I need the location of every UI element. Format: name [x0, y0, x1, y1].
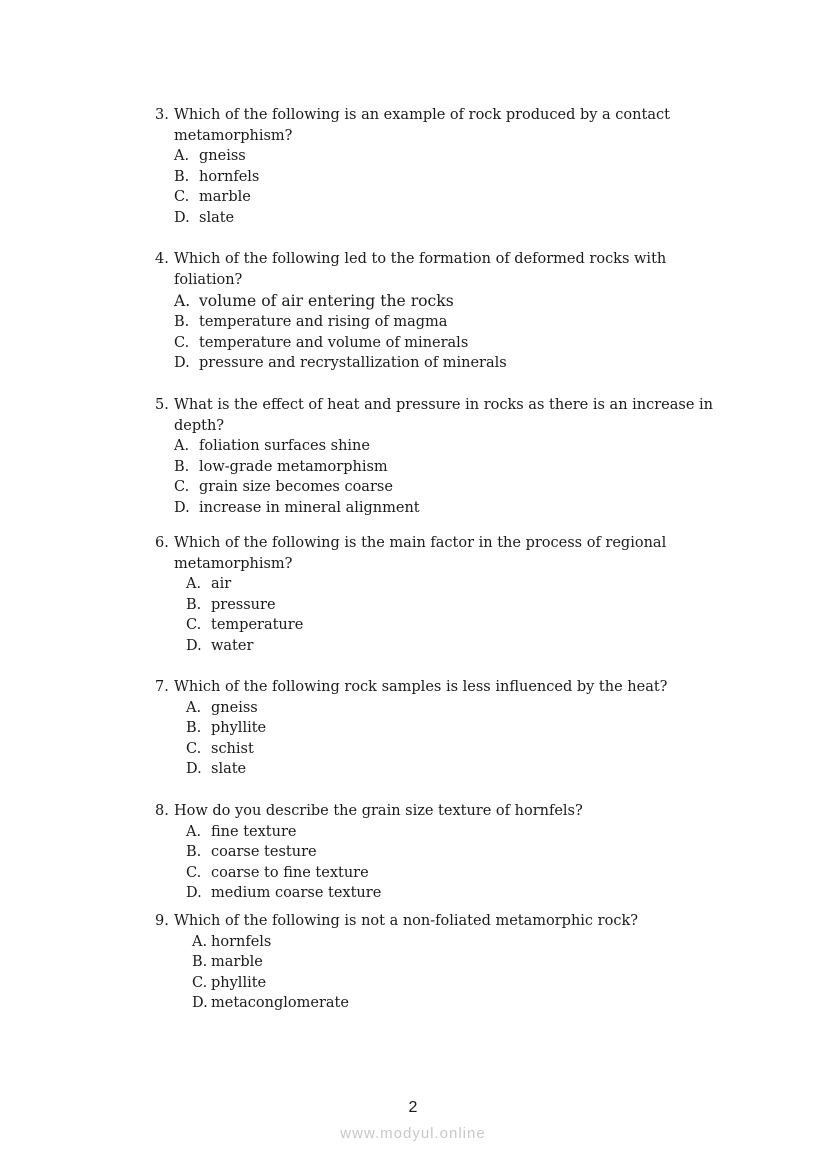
option-letter: A. [174, 148, 190, 165]
question-stem [149, 105, 729, 146]
option-text: phyllite [211, 974, 267, 991]
option-text: coarse to fine texture [211, 864, 369, 881]
option-letter: D. [186, 885, 202, 902]
question-3 [149, 105, 729, 229]
option-list [149, 290, 729, 374]
question-number: 7. [155, 679, 169, 695]
question-4 [149, 249, 729, 374]
option-text: water [211, 637, 254, 654]
option-a [186, 698, 729, 719]
option-b [186, 595, 729, 616]
option-text: grain size becomes coarse [199, 479, 393, 496]
question-stem [149, 677, 729, 698]
option-text: temperature and rising of magma [199, 314, 448, 331]
option-text: coarse testure [211, 844, 317, 861]
option-letter: A. [186, 699, 202, 716]
option-letter: C. [192, 974, 208, 991]
option-letter: B. [186, 844, 202, 861]
option-d [186, 759, 729, 780]
option-letter: D. [174, 499, 190, 516]
option-a [174, 146, 729, 167]
option-text: marble [211, 954, 263, 971]
question-5 [149, 395, 729, 519]
question-number: 4. [155, 251, 169, 267]
option-text: pressure [211, 596, 276, 613]
option-letter: A. [174, 438, 190, 455]
option-letter: C. [186, 617, 202, 634]
option-a [192, 932, 729, 953]
option-text: metaconglomerate [211, 995, 349, 1012]
option-list [149, 574, 729, 656]
option-text: gneiss [211, 699, 258, 716]
option-text: schist [211, 740, 254, 757]
question-number: 8. [155, 803, 169, 819]
option-letter: B. [186, 720, 202, 737]
question-text: Which of the following is an example of rock produced by a contact metamorphism? [174, 107, 670, 144]
option-letter: C. [174, 334, 190, 351]
option-text: increase in mineral alignment [199, 499, 420, 516]
option-letter: B. [174, 314, 190, 331]
page-number: 2 [408, 1099, 418, 1116]
question-stem [149, 911, 729, 932]
option-c [174, 477, 729, 498]
option-letter: C. [174, 479, 190, 496]
question-number: 9. [155, 913, 169, 929]
option-c [192, 973, 729, 994]
option-text: marble [199, 189, 251, 206]
question-7 [149, 677, 729, 780]
question-text: Which of the following rock samples is less influenced by the heat? [174, 679, 668, 695]
option-text: temperature [211, 617, 304, 634]
option-b [174, 457, 729, 478]
option-c [174, 333, 729, 354]
option-letter: B. [174, 458, 190, 475]
option-d [174, 498, 729, 519]
question-text: What is the effect of heat and pressure in rocks as there is an increase in depth? [174, 397, 714, 434]
option-b [174, 312, 729, 333]
option-letter: D. [192, 995, 208, 1012]
watermark: www.modyul.online [340, 1125, 486, 1142]
option-a [174, 436, 729, 457]
option-c [174, 187, 729, 208]
option-text: slate [211, 761, 247, 778]
option-b [186, 842, 729, 863]
question-number: 3. [155, 107, 169, 123]
option-letter: B. [186, 596, 202, 613]
question-text: Which of the following is not a non-foliated metamorphic rock? [174, 913, 638, 929]
option-d [186, 883, 729, 904]
option-text: slate [199, 209, 235, 226]
option-text: medium coarse texture [211, 885, 382, 902]
question-stem [149, 395, 729, 436]
question-number: 5. [155, 397, 169, 413]
question-number: 6. [155, 535, 169, 551]
option-letter: B. [174, 168, 190, 185]
question-text: Which of the following is the main factor in the process of regional metamorphism? [174, 535, 667, 572]
question-stem [149, 249, 729, 290]
option-list [149, 436, 729, 518]
option-list [149, 932, 729, 1014]
option-a [174, 290, 729, 312]
option-d [186, 636, 729, 657]
option-text: hornfels [199, 168, 260, 185]
option-text: gneiss [199, 148, 246, 165]
option-text: temperature and volume of minerals [199, 334, 469, 351]
question-stem [149, 533, 729, 574]
option-a [186, 574, 729, 595]
option-text: air [211, 576, 232, 593]
option-letter: C. [186, 740, 202, 757]
option-letter: C. [174, 189, 190, 206]
option-text: volume of air entering the rocks [199, 292, 454, 311]
option-text: hornfels [211, 933, 272, 950]
option-list [149, 822, 729, 904]
option-letter: D. [174, 209, 190, 226]
option-c [186, 615, 729, 636]
option-text: foliation surfaces shine [199, 438, 370, 455]
question-8 [149, 801, 729, 904]
question-stem [149, 801, 729, 822]
question-6 [149, 533, 729, 657]
option-letter: D. [174, 355, 190, 372]
option-b [186, 718, 729, 739]
question-text: Which of the following led to the formation of deformed rocks with foliation? [174, 251, 667, 288]
option-c [186, 739, 729, 760]
option-d [174, 208, 729, 229]
option-b [192, 952, 729, 973]
option-text: fine texture [211, 823, 297, 840]
option-b [174, 167, 729, 188]
option-d [192, 993, 729, 1014]
option-d [174, 353, 729, 374]
option-c [186, 863, 729, 884]
option-text: pressure and recrystallization of minerals [199, 355, 507, 372]
option-letter: C. [186, 864, 202, 881]
option-text: low-grade metamorphism [199, 458, 388, 475]
question-9 [149, 911, 729, 1014]
option-text: phyllite [211, 720, 267, 737]
option-a [186, 822, 729, 843]
option-list [149, 146, 729, 228]
option-letter: B. [192, 954, 208, 971]
option-letter: D. [186, 761, 202, 778]
option-letter: A. [174, 292, 191, 311]
option-letter: A. [192, 933, 208, 950]
option-list [149, 698, 729, 780]
option-letter: D. [186, 637, 202, 654]
question-text: How do you describe the grain size texture of hornfels? [174, 803, 583, 819]
option-letter: A. [186, 576, 202, 593]
option-letter: A. [186, 823, 202, 840]
